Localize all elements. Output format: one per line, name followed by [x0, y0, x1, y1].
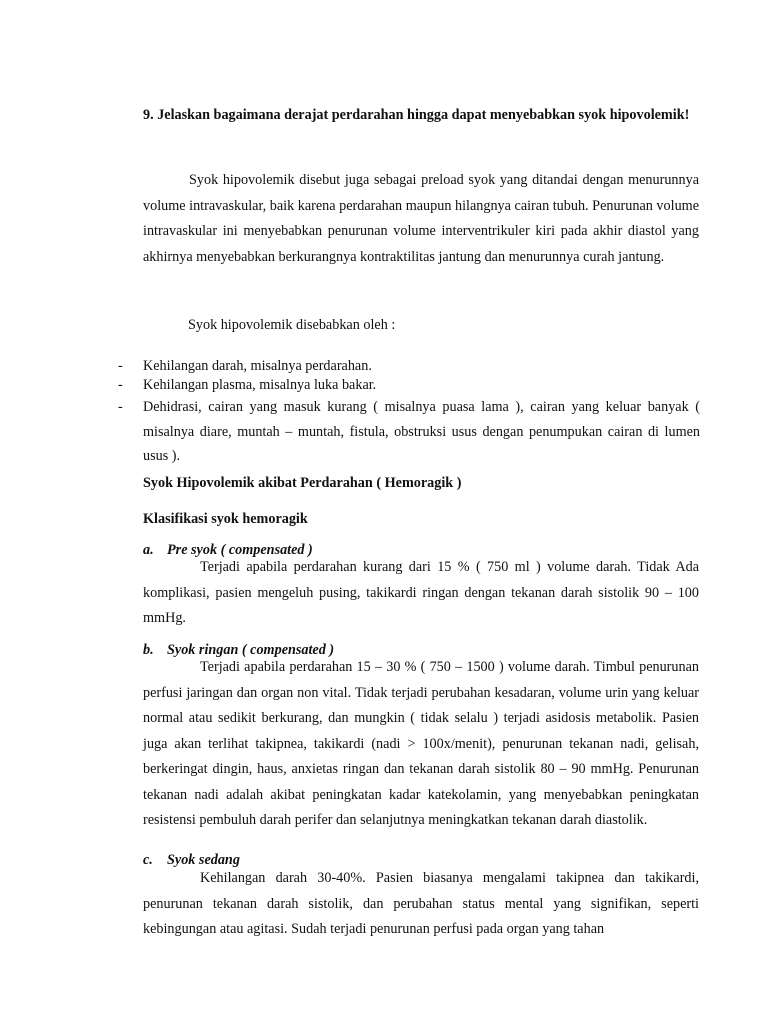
cause-text: Kehilangan darah, misalnya perdarahan.	[143, 358, 372, 374]
intro-paragraph: Syok hipovolemik disebut juga sebagai preload syok yang ditandai dengan menurunnya volume intravaskular, baik karena perdarahan maupun hilangnya cairan tubuh. Penurunan volume intravaskular ini menyebabkan penurunan volume interventrikuler kiri pada akhir diastol yang akhirnya menyebabkan berkurangnya kontraktilitas jantung dan menurunnya curah jantung.	[143, 172, 699, 265]
class-a-title: Pre syok ( compensated )	[167, 542, 313, 558]
class-a-label: a.	[143, 542, 154, 558]
causes-list	[0, 357, 700, 469]
cause-text: Dehidrasi, cairan yang masuk kurang ( misalnya puasa lama ), cairan yang keluar banyak ( misalnya diare, muntah – muntah, fistula, obstruksi usus dengan penumpukan cairan di lumen usus ).	[143, 399, 700, 464]
bullet-dash: -	[118, 358, 123, 374]
list-item	[0, 357, 700, 376]
bullet-dash: -	[118, 399, 123, 415]
classification-title: Klasifikasi syok hemoragik	[143, 511, 308, 527]
class-a-text: Terjadi apabila perdarahan kurang dari 15 % ( 750 ml ) volume darah. Tidak Ada komplikasi, pasien mengeluh pusing, takikardi ringan dengan tekanan darah sistolik 90 – 100 mmHg.	[143, 559, 699, 626]
class-b-label: b.	[143, 642, 154, 658]
section-title: Syok Hipovolemik akibat Perdarahan ( Hemoragik )	[143, 475, 462, 491]
bullet-dash: -	[118, 377, 123, 393]
list-item	[0, 395, 700, 469]
class-b-text: Terjadi apabila perdarahan 15 – 30 % ( 750 – 1500 ) volume darah. Timbul penurunan perfusi jaringan dan organ non vital. Tidak terjadi perubahan kesadaran, volume urin yang keluar normal atau sedikit berkurang, dan mungkin ( tidak selalu ) terjadi asidosis metabolik. Pasien juga akan terlihat takipnea, takikardi (nadi > 100x/menit), penurunan tekanan nadi, gelisah, berkeringat dingin, haus, anxietas ringan dan tekanan darah sistolik 80 – 90 mmHg. Penurunan tekanan nadi adalah akibat peningkatan kadar katekolamin, yang menyebabkan peningkatan resistensi pembuluh darah perifer dan selanjutnya meningkatkan tekanan darah diastolik.	[143, 659, 699, 828]
class-b-title: Syok ringan ( compensated )	[167, 642, 335, 658]
question-heading: 9. Jelaskan bagaimana derajat perdarahan hingga dapat menyebabkan syok hipovolemik!	[143, 107, 690, 123]
list-item	[0, 376, 700, 395]
class-c-label: c.	[143, 852, 153, 868]
class-c-title: Syok sedang	[167, 852, 240, 868]
causes-heading: Syok hipovolemik disebabkan oleh :	[188, 317, 396, 333]
cause-text: Kehilangan plasma, misalnya luka bakar.	[143, 377, 377, 393]
class-c-text: Kehilangan darah 30-40%. Pasien biasanya mengalami takipnea dan takikardi, penurunan tekanan darah sistolik, dan perubahan status mental yang signifikan, seperti kebingungan atau agitasi. Sudah terjadi penurunan perfusi pada organ yang tahan	[143, 870, 699, 937]
